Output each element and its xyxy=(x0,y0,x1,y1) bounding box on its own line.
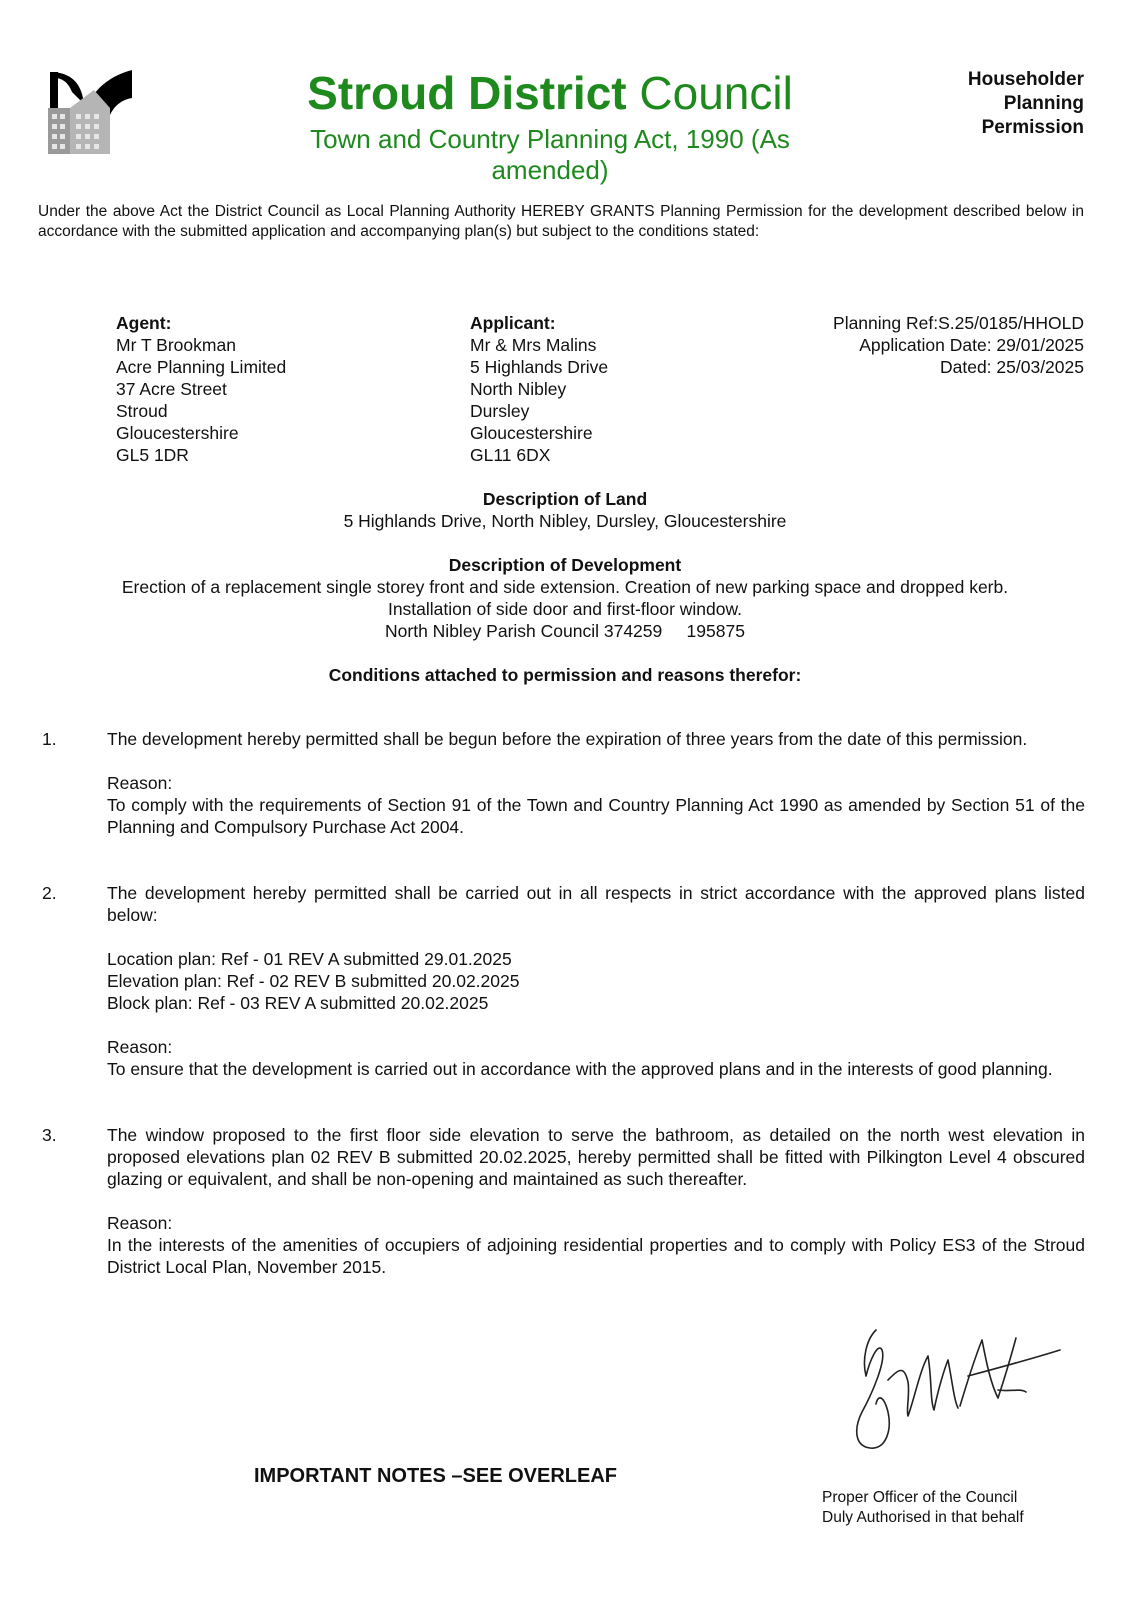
reason-label: Reason: xyxy=(107,1037,173,1057)
permission-type-line: Planning xyxy=(1003,93,1084,114)
condition-text: The development hereby permitted shall be carried out in all respects in strict accordance with the approved plans listed below: xyxy=(107,883,1085,925)
plan-line: Location plan: Ref - 01 REV A submitted 29.01.2025 xyxy=(107,949,512,969)
condition-text: The window proposed to the first floor side elevation to serve the bathroom, as detailed on the north west elevation in proposed elevations plan 02 REV B submitted 20.02.2025, hereby permitted shall be fitted with Pilkington Level 4 obscured glazing or equivalent, and shall be non-opening and maintained as such thereafter. xyxy=(107,1125,1085,1189)
condition-item xyxy=(42,728,1085,838)
council-name xyxy=(250,66,850,120)
council-logo xyxy=(44,68,136,158)
reason-label: Reason: xyxy=(107,1213,173,1233)
agent-line: Acre Planning Limited xyxy=(116,357,287,377)
permission-type xyxy=(914,68,1084,140)
reason-text: To comply with the requirements of Section 91 of the Town and Country Planning Act 1990 as amended by Section 51 of the Planning and Compulsory Purchase Act 2004. xyxy=(107,795,1085,837)
officer-line: Proper Officer of the Council xyxy=(822,1489,1018,1506)
condition-item xyxy=(42,1124,1085,1278)
reference-block xyxy=(833,312,1084,378)
plan-line: Block plan: Ref - 03 REV A submitted 20.02.2025 xyxy=(107,993,489,1013)
important-notes: IMPORTANT NOTES –SEE OVERLEAF xyxy=(254,1465,617,1487)
land-text: 5 Highlands Drive, North Nibley, Dursley, Gloucestershire xyxy=(343,511,787,531)
conditions-heading: Conditions attached to permission and reasons therefor: xyxy=(328,665,802,685)
reason-text: In the interests of the amenities of occupiers of adjoining residential properties and to comply with Policy ES3 of the Stroud District Local Plan, November 2015. xyxy=(107,1235,1085,1277)
reason-label: Reason: xyxy=(107,773,173,793)
development-line: Erection of a replacement single storey front and side extension. Creation of new parking space and dropped kerb. xyxy=(121,577,1009,597)
land-heading: Description of Land xyxy=(482,489,648,509)
applicant-line: Mr & Mrs Malins xyxy=(470,335,597,355)
applicant-block xyxy=(470,312,608,466)
development-section xyxy=(40,554,1090,642)
applicant-line: North Nibley xyxy=(470,379,567,399)
intro-paragraph: Under the above Act the District Council as Local Planning Authority HEREBY GRANTS Planning Permission for the development described below in accordance with the submitted application and accompanying plan(s) but subject to the conditions stated: xyxy=(38,203,1084,240)
condition-item xyxy=(42,882,1085,1080)
letterhead-title xyxy=(250,66,850,186)
development-line: Installation of side door and first-floor window. xyxy=(387,599,743,619)
officer-block xyxy=(822,1488,1024,1528)
permission-type-line: Permission xyxy=(981,117,1084,138)
agent-line: Gloucestershire xyxy=(116,423,239,443)
signature xyxy=(848,1320,1068,1460)
agent-line: Stroud xyxy=(116,401,168,421)
applicant-line: Gloucestershire xyxy=(470,423,593,443)
applicant-line: 5 Highlands Drive xyxy=(470,357,609,377)
development-heading: Description of Development xyxy=(448,555,682,575)
reason-text: To ensure that the development is carried out in accordance with the approved plans and in the interests of good planning. xyxy=(107,1059,1053,1079)
agent-block xyxy=(116,312,286,466)
application-date: Application Date: 29/01/2025 xyxy=(859,335,1084,355)
condition-number: 3. xyxy=(42,1125,57,1145)
applicant-line: GL11 6DX xyxy=(470,445,551,465)
plan-line: Elevation plan: Ref - 02 REV B submitted 20.02.2025 xyxy=(107,971,520,991)
condition-text: The development hereby permitted shall be begun before the expiration of three years from the date of this permission. xyxy=(107,729,1028,749)
agent-line: Mr T Brookman xyxy=(116,335,236,355)
land-section xyxy=(40,488,1090,532)
condition-number: 2. xyxy=(42,883,57,903)
applicant-heading: Applicant: xyxy=(470,313,556,333)
applicant-line: Dursley xyxy=(470,401,530,421)
development-line: North Nibley Parish Council 374259 195875 xyxy=(385,621,745,641)
act-title: Town and Country Planning Act, 1990 (As amended) xyxy=(310,124,790,185)
planning-ref: Planning Ref:S.25/0185/HHOLD xyxy=(833,313,1084,333)
council-name-bold: Stroud District xyxy=(307,67,627,119)
officer-line: Duly Authorised in that behalf xyxy=(822,1509,1024,1526)
council-name-regular: Council xyxy=(639,67,793,119)
condition-number: 1. xyxy=(42,729,57,749)
agent-line: GL5 1DR xyxy=(116,445,189,465)
agent-line: 37 Acre Street xyxy=(116,379,227,399)
permission-type-line: Householder xyxy=(967,69,1084,90)
agent-heading: Agent: xyxy=(116,313,172,333)
dated: Dated: 25/03/2025 xyxy=(939,357,1084,377)
